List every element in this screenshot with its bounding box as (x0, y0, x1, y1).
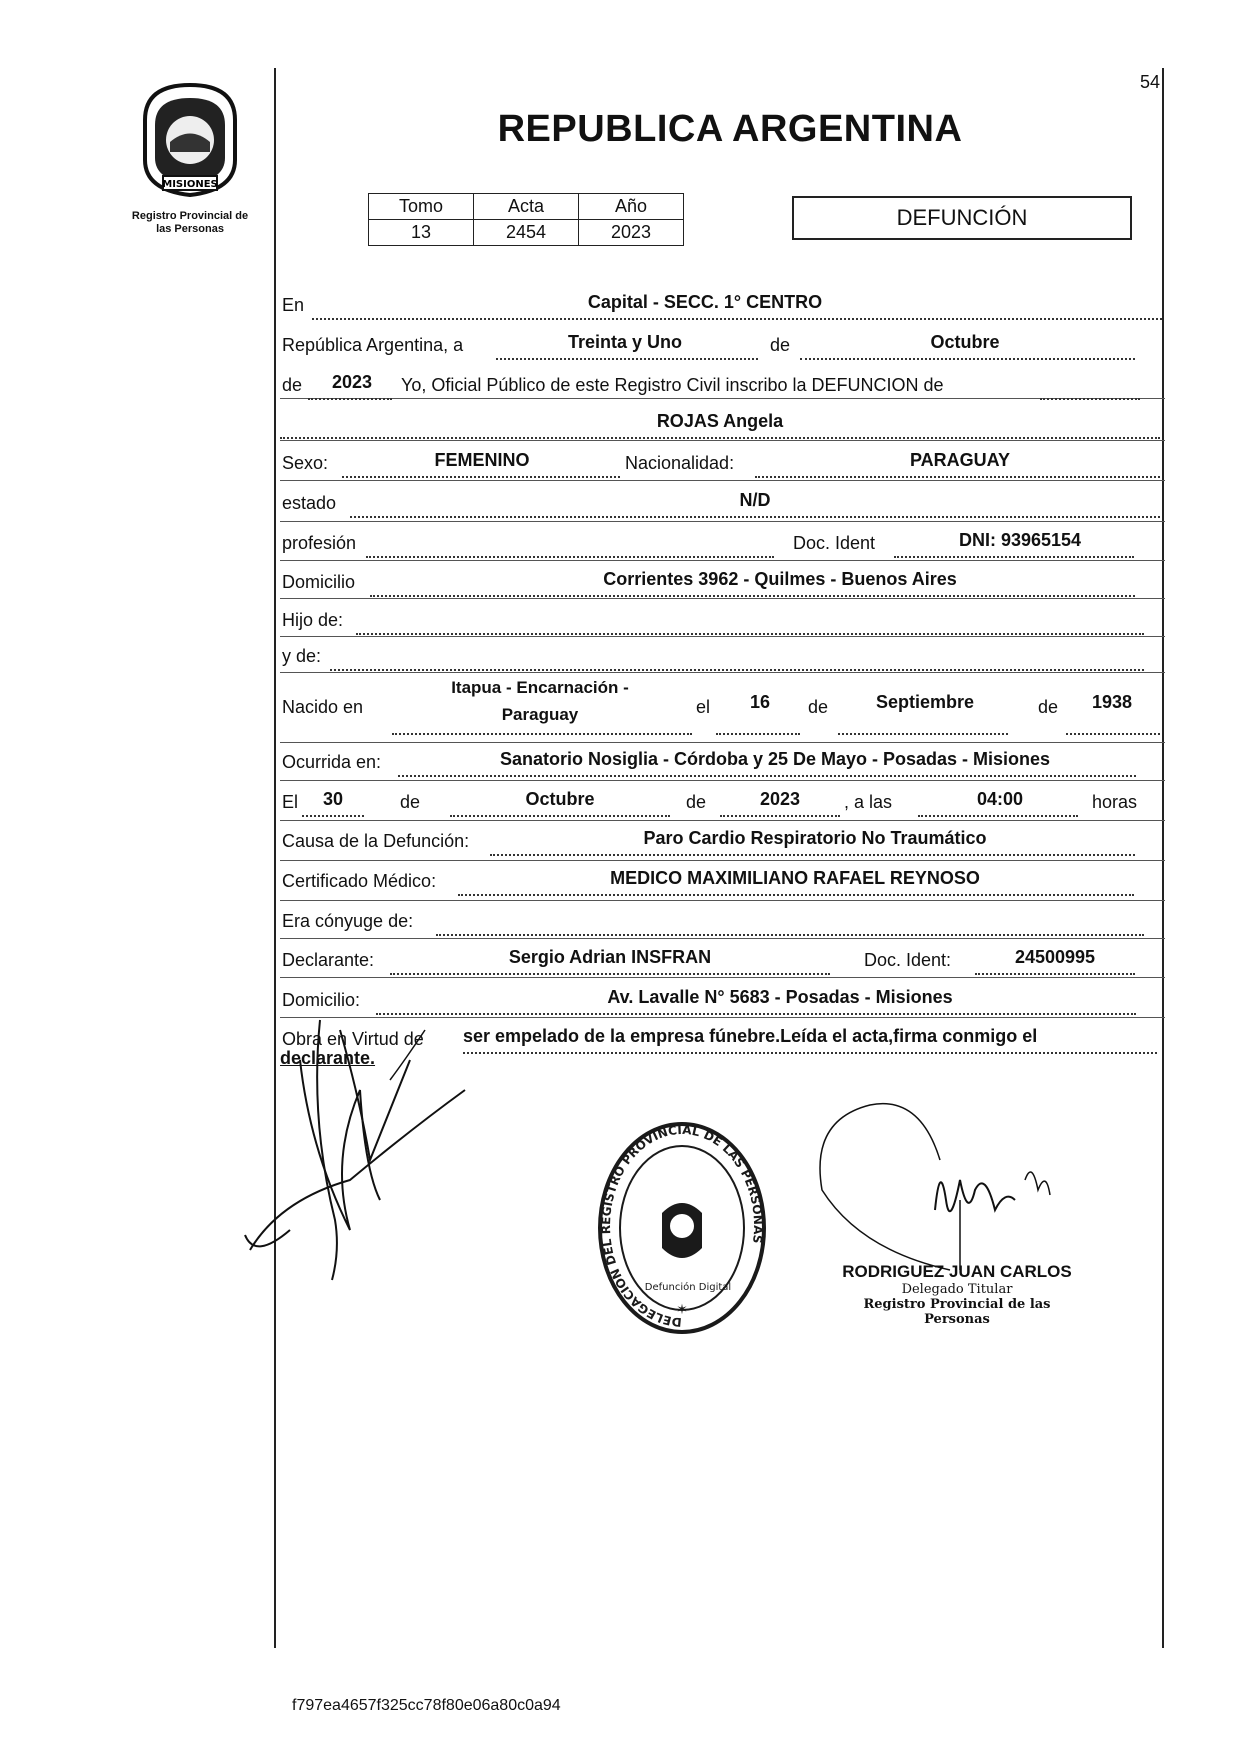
row-divider (280, 598, 1165, 599)
row-divider (280, 938, 1165, 939)
row-divider (280, 398, 1165, 399)
officer-org: Registro Provincial de las Personas (863, 1297, 1051, 1327)
death-year: 2023 (759, 789, 801, 809)
conyuge-label: Era cónyuge de: (282, 911, 414, 931)
dotted-line (720, 815, 840, 817)
dotted-line (312, 318, 1162, 320)
dotted-line (450, 815, 670, 817)
death-de1-label: de (400, 792, 421, 812)
row-divider (280, 977, 1165, 978)
dotted-line (490, 854, 1135, 856)
dotted-line (390, 973, 830, 975)
dotted-line (975, 973, 1135, 975)
dotted-line (496, 358, 758, 360)
declarant-signature (240, 1000, 480, 1300)
domicilio-value: Corrientes 3962 - Quilmes - Buenos Aires (603, 569, 957, 589)
death-place: Sanatorio Nosiglia - Córdoba y 25 De Mayo - Posadas - Misiones (499, 749, 1051, 769)
dotted-line (366, 556, 774, 558)
day-words-value: Treinta y Uno (567, 332, 683, 352)
dotted-line (350, 516, 1160, 518)
dotted-line (308, 398, 392, 400)
row-divider (280, 636, 1165, 637)
dotted-line (280, 437, 1160, 439)
dotted-line (800, 358, 1135, 360)
row-divider (280, 480, 1165, 481)
dotted-line (838, 733, 1008, 735)
dotted-line (398, 775, 1136, 777)
doc-ident-label: Doc. Ident (793, 533, 876, 553)
profesion-label: profesión (282, 533, 357, 553)
anio-value: 2023 (579, 220, 684, 246)
official-stamp (596, 1118, 768, 1338)
dotted-line (370, 595, 1135, 597)
birth-year: 1938 (1091, 692, 1133, 712)
dotted-line (755, 476, 1160, 478)
left-border (274, 68, 276, 1648)
svg-text:DELEGACIÓN DEL REGISTRO PROVIN: DELEGACIÓN DEL REGISTRO PROVINCIAL DE LAS PERSONAS (598, 1122, 766, 1330)
decl-domicilio-label: Domicilio: (282, 990, 361, 1010)
record-type-box: DEFUNCIÓN (792, 196, 1132, 240)
dotted-line (342, 476, 620, 478)
page-title: REPUBLICA ARGENTINA (497, 108, 963, 150)
row-divider (280, 820, 1165, 821)
birth-de1-label: de (808, 697, 829, 717)
logo-caption-line1: Registro Provincial de (131, 210, 249, 222)
dotted-line (376, 1013, 1136, 1015)
birth-month: Septiembre (875, 692, 975, 712)
decl-doc-label: Doc. Ident: (864, 950, 952, 970)
row-divider (280, 440, 1165, 441)
decl-domicilio-value: Av. Lavalle N° 5683 - Posadas - Misiones (607, 987, 953, 1007)
death-day: 30 (322, 789, 344, 809)
svg-text:✶: ✶ (676, 1301, 688, 1317)
tomo-value: 13 (369, 220, 474, 246)
dotted-line (1066, 733, 1160, 735)
death-de2-label: de (686, 792, 707, 812)
logo-caption-line2: las Personas (156, 223, 224, 235)
month-value: Octubre (930, 332, 1000, 352)
acta-value: 2454 (474, 220, 579, 246)
place-value: Capital - SECC. 1° CENTRO (587, 292, 823, 312)
dotted-line (1040, 398, 1140, 400)
death-month: Octubre (525, 789, 595, 809)
decl-doc-value: 24500995 (1014, 947, 1096, 967)
province-emblem (125, 80, 255, 200)
horas-label: horas (1092, 792, 1138, 812)
row-divider (280, 742, 1165, 743)
row-divider (280, 860, 1165, 861)
officer-signature (800, 1100, 1100, 1280)
certificado-value: MEDICO MAXIMILIANO RAFAEL REYNOSO (610, 868, 980, 888)
declarante-label: Declarante: (282, 950, 375, 970)
hijo-label: Hijo de: (282, 610, 344, 630)
row-divider (280, 900, 1165, 901)
ocurrida-label: Ocurrida en: (282, 752, 382, 772)
logo-caption (100, 210, 280, 236)
officer-name: RODRIGUEZ JUAN CARLOS (842, 1262, 1072, 1281)
svg-text:Defunción Digital: Defunción Digital (644, 1282, 732, 1293)
inscription-text: Yo, Oficial Público de este Registro Civil inscribo la DEFUNCION de (401, 375, 944, 395)
dotted-line (716, 733, 800, 735)
sexo-value: FEMENINO (434, 450, 530, 470)
dotted-line (392, 733, 692, 735)
anio-header: Año (579, 194, 684, 220)
officer-block (832, 1262, 1082, 1327)
doc-ident-value: DNI: 93965154 (958, 530, 1082, 550)
obra-text-continued: declarante. (280, 1048, 376, 1068)
en-label: En (282, 295, 305, 315)
row-divider (280, 672, 1165, 673)
certificado-label: Certificado Médico: (282, 871, 437, 891)
birthplace-line2: Paraguay (501, 705, 579, 724)
dotted-line (463, 1052, 1157, 1054)
el2-label: El (282, 792, 299, 812)
causa-value: Paro Cardio Respiratorio No Traumático (643, 828, 987, 848)
nacionalidad-value: PARAGUAY (909, 450, 1011, 470)
birth-day: 16 (749, 692, 771, 712)
dotted-line (436, 934, 1144, 936)
yde-label: y de: (282, 646, 322, 666)
dotted-line (302, 815, 364, 817)
dotted-line (918, 815, 1078, 817)
republica-label: República Argentina, a (282, 335, 464, 355)
obra-label: Obra en Virtud de (282, 1029, 424, 1049)
acta-header: Acta (474, 194, 579, 220)
register-table (368, 193, 684, 246)
sexo-label: Sexo: (282, 453, 329, 473)
row-divider (280, 521, 1165, 522)
document-hash: f797ea4657f325cc78f80e06a80c0a94 (292, 1697, 561, 1714)
row-divider (280, 780, 1165, 781)
birth-de2-label: de (1038, 697, 1059, 717)
de-label: de (770, 335, 791, 355)
death-time: 04:00 (976, 789, 1024, 809)
domicilio-label: Domicilio (282, 572, 356, 592)
causa-label: Causa de la Defunción: (282, 831, 470, 851)
alas-label: , a las (844, 792, 893, 812)
nacionalidad-label: Nacionalidad: (625, 453, 735, 473)
dotted-line (356, 633, 1144, 635)
page-number: 54 (1140, 72, 1161, 92)
svg-text:MISIONES: MISIONES (162, 179, 218, 190)
dotted-line (458, 894, 1134, 896)
right-border (1162, 68, 1164, 1648)
estado-label: estado (282, 493, 337, 513)
birthplace-line1: Itapua - Encarnación - (451, 678, 629, 697)
deceased-name: ROJAS Angela (656, 411, 784, 431)
el-label: el (696, 697, 711, 717)
year-value: 2023 (331, 372, 373, 392)
tomo-header: Tomo (369, 194, 474, 220)
year-prefix-label: de (282, 375, 303, 395)
obra-text: ser empelado de la empresa fúnebre.Leída el acta,firma conmigo el (463, 1026, 1038, 1046)
row-divider (280, 560, 1165, 561)
estado-value: N/D (739, 490, 771, 510)
dotted-line (894, 556, 1134, 558)
officer-role: Delegado Titular (901, 1282, 1013, 1297)
dotted-line (330, 669, 1144, 671)
nacido-label: Nacido en (282, 697, 364, 717)
declarante-value: Sergio Adrian INSFRAN (508, 947, 712, 967)
